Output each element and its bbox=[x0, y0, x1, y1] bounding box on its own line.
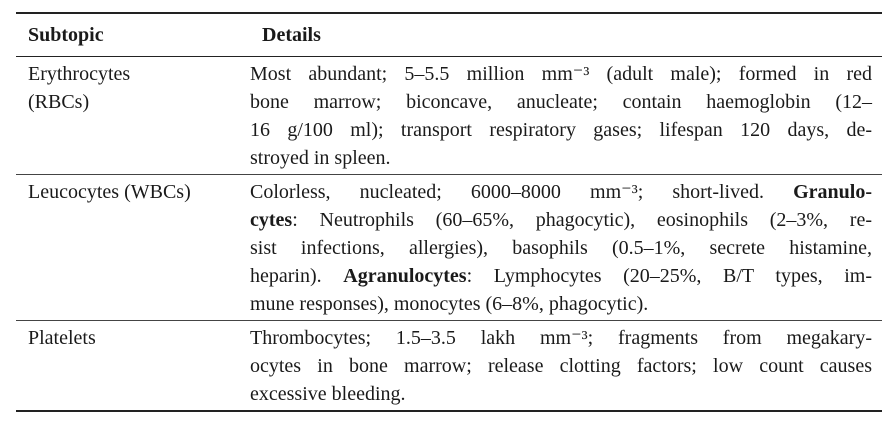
details-text: heparin). bbox=[250, 265, 322, 287]
details-line bbox=[250, 178, 872, 206]
details-line: sist infections, allergies), basophils (0.5–1%, secrete histamine, bbox=[250, 237, 872, 259]
details-line: stroyed in spleen. bbox=[250, 147, 391, 169]
table-row-erythrocytes bbox=[16, 57, 882, 175]
details-text: : Neutrophils (60–65%, phagocytic), eosinophils (2–3%, re- bbox=[292, 209, 872, 231]
details-text: Colorless, nucleated; 6000–8000 mm⁻³; short-lived. bbox=[250, 181, 764, 203]
details-bold-term: Granulo- bbox=[793, 181, 873, 203]
details-cell bbox=[248, 57, 882, 174]
details-line: Thrombocytes; 1.5–3.5 lakh mm⁻³; fragments from megakary- bbox=[250, 327, 872, 349]
details-text: : Lymphocytes (20–25%, B/T types, im- bbox=[466, 265, 872, 287]
details-line: excessive bleeding. bbox=[250, 383, 406, 405]
blood-cells-table bbox=[16, 12, 882, 412]
subtopic-line: Erythrocytes bbox=[28, 63, 131, 85]
table-row-leucocytes bbox=[16, 175, 882, 321]
details-bold-term: Agranulocytes bbox=[343, 265, 467, 287]
subtopic-line: (RBCs) bbox=[28, 91, 90, 113]
subtopic-line: Platelets bbox=[28, 327, 96, 349]
details-line bbox=[250, 262, 872, 290]
details-line: bone marrow; biconcave, anucleate; contain haemoglobin (12– bbox=[250, 91, 872, 113]
details-bold-term: cytes bbox=[250, 209, 293, 231]
details-line: ocytes in bone marrow; release clotting factors; low count causes bbox=[250, 355, 872, 377]
details-line: mune responses), monocytes (6–8%, phagocytic). bbox=[250, 293, 649, 315]
header-details: Details bbox=[262, 23, 321, 46]
header-subtopic: Subtopic bbox=[28, 23, 104, 46]
subtopic-cell bbox=[16, 321, 248, 410]
subtopic-cell bbox=[16, 57, 248, 174]
subtopic-line: Leucocytes (WBCs) bbox=[28, 181, 191, 203]
details-line: Most abundant; 5–5.5 million mm⁻³ (adult male); formed in red bbox=[250, 63, 872, 85]
details-line bbox=[250, 206, 872, 234]
details-cell bbox=[248, 175, 882, 320]
subtopic-cell bbox=[16, 175, 248, 320]
details-line: 16 g/100 ml); transport respiratory gases; lifespan 120 days, de- bbox=[250, 119, 872, 141]
table-row-platelets bbox=[16, 321, 882, 410]
table-header-row bbox=[16, 14, 882, 57]
details-cell bbox=[248, 321, 882, 410]
